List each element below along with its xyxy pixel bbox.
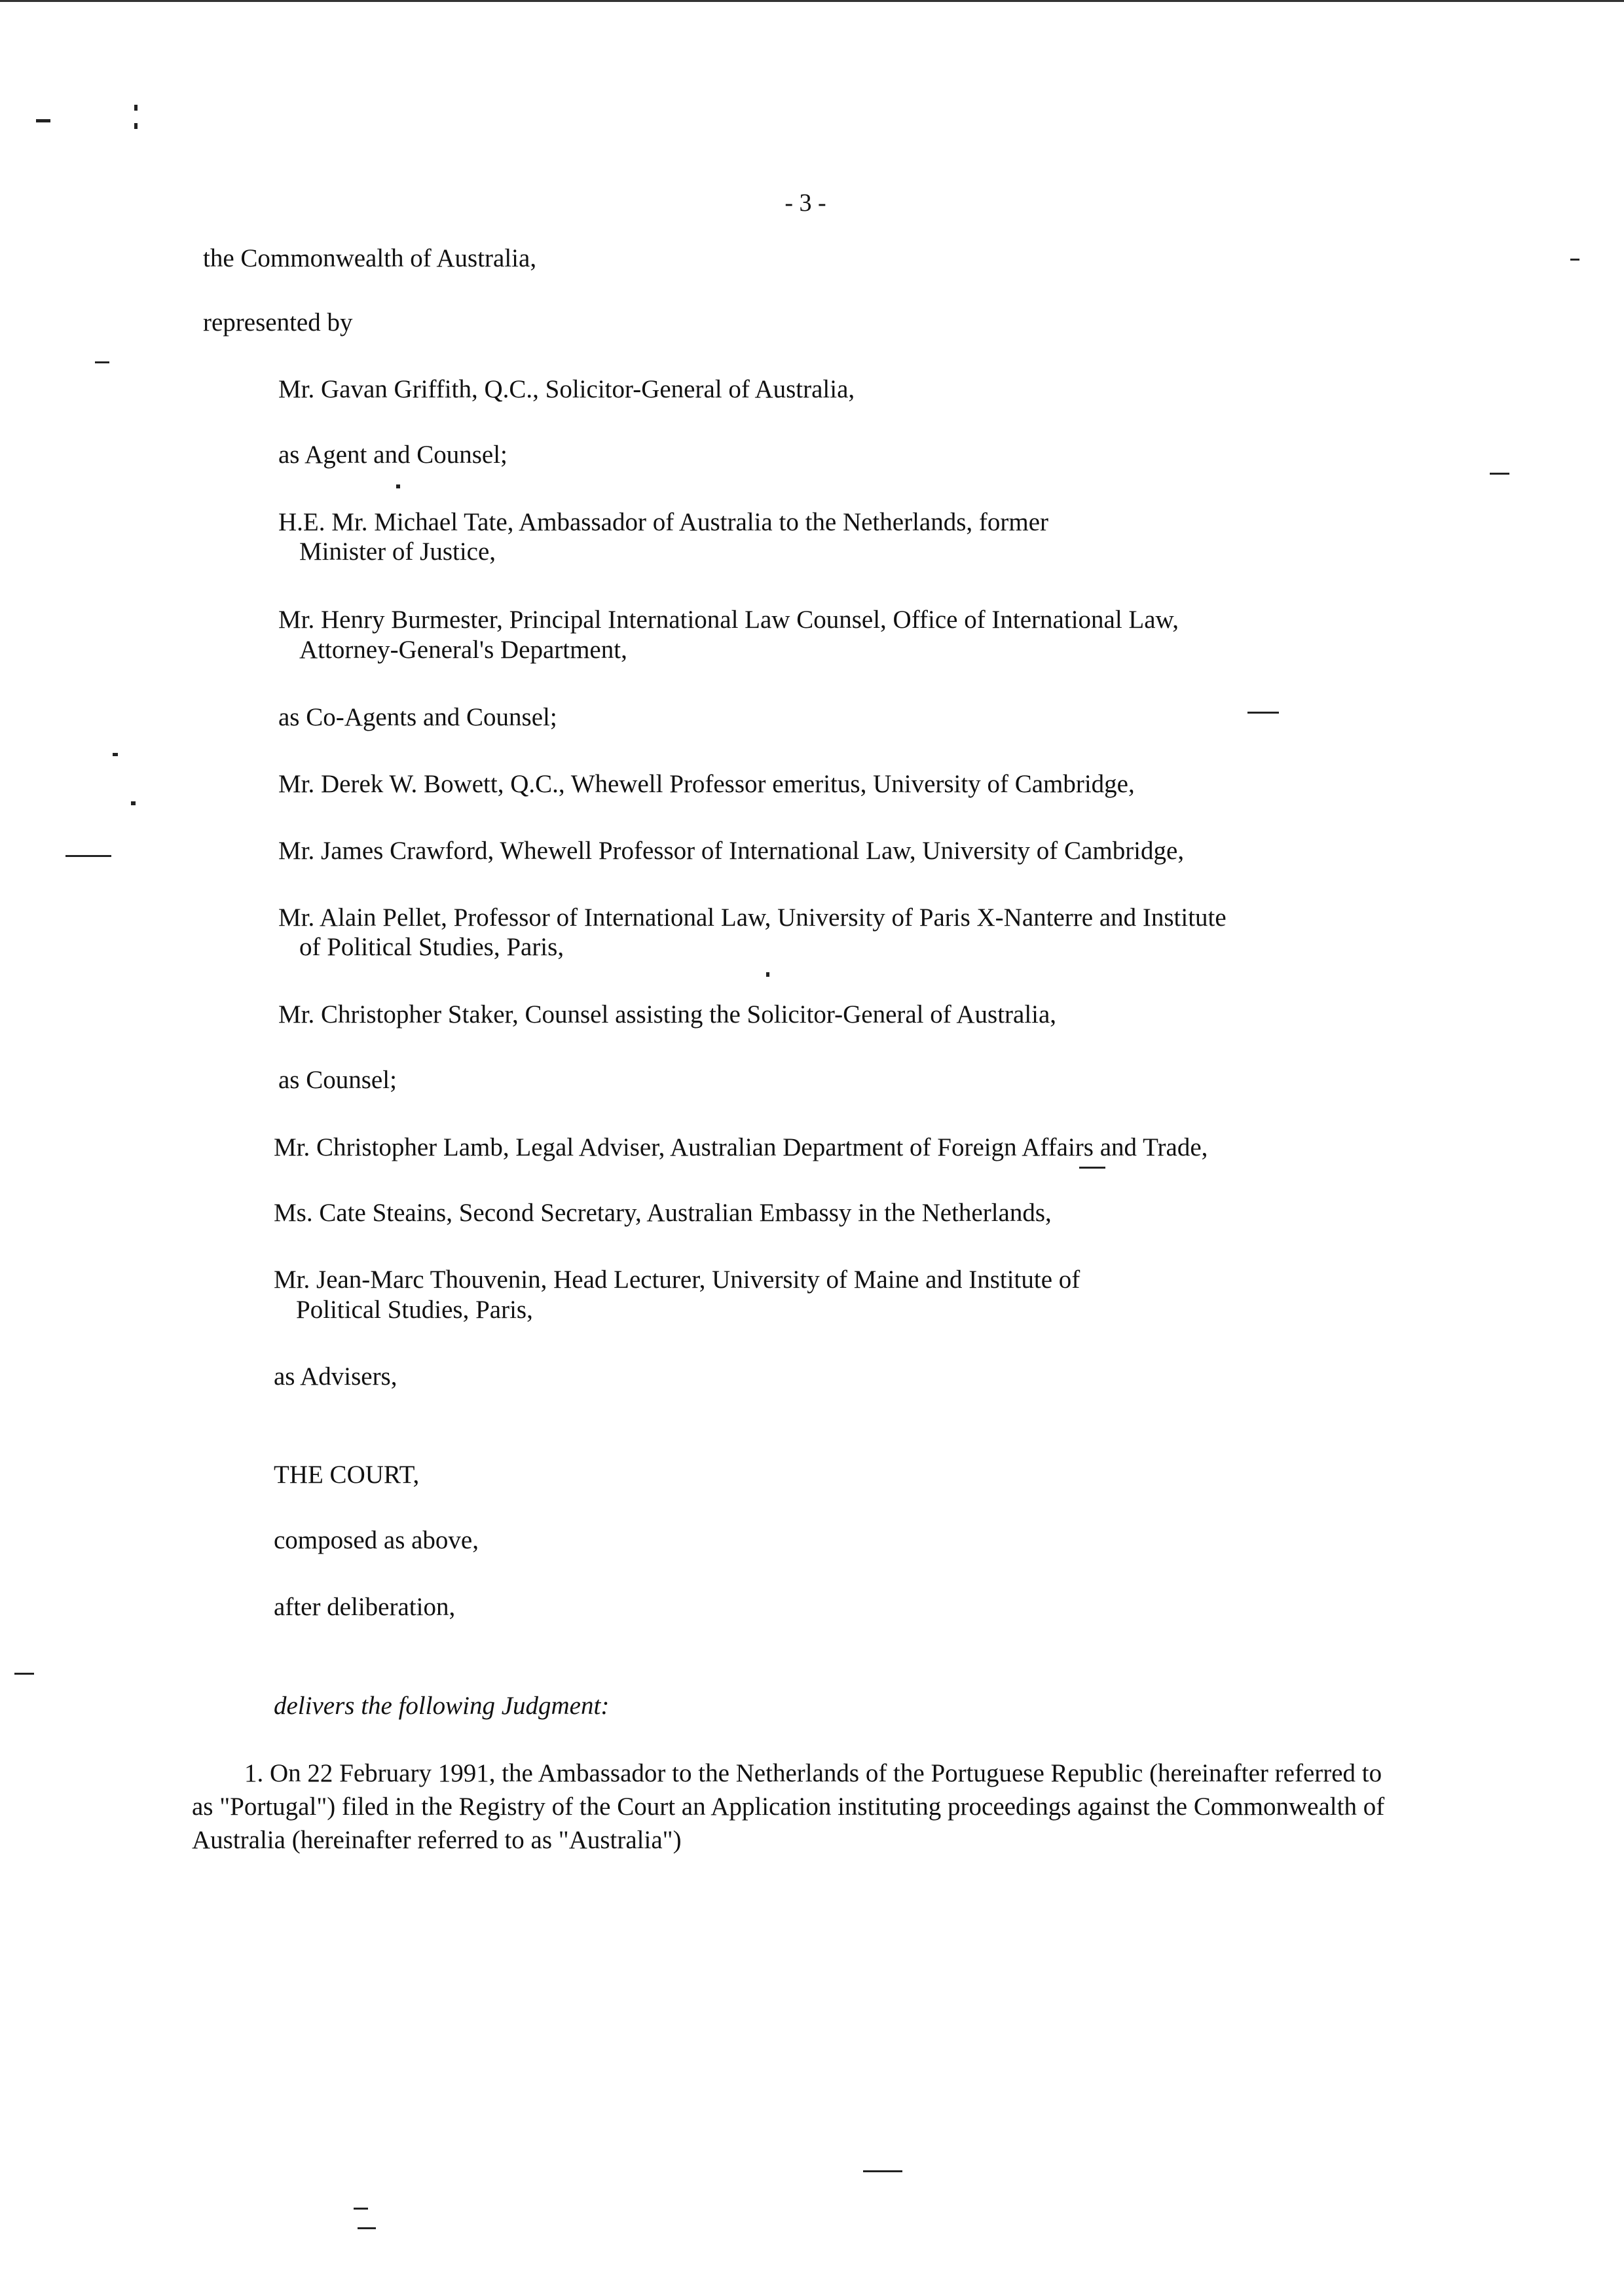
- adviser-entry: Mr. Christopher Lamb, Legal Adviser, Australian Department of Foreign Affairs and Trade,: [274, 1133, 1208, 1161]
- represented-by: represented by: [203, 308, 353, 337]
- court-heading: THE COURT,: [274, 1461, 420, 1489]
- scan-speck: [113, 753, 118, 756]
- adviser-entry-line1: Mr. Jean-Marc Thouvenin, Head Lecturer, University of Maine and Institute of: [274, 1266, 1080, 1294]
- agent-entry: Mr. Gavan Griffith, Q.C., Solicitor-General of Australia,: [278, 375, 855, 403]
- scan-speck: [1490, 473, 1509, 475]
- party-name: the Commonwealth of Australia,: [203, 244, 537, 272]
- agent-role: as Agent and Counsel;: [278, 441, 507, 469]
- counsel-entry-line2: of Political Studies, Paris,: [299, 933, 564, 961]
- co-agents-role: as Co-Agents and Counsel;: [278, 703, 557, 731]
- scan-speck: [134, 123, 138, 129]
- counsel-role: as Counsel;: [278, 1066, 397, 1094]
- scan-speck: [354, 2208, 368, 2210]
- scan-speck: [36, 119, 50, 122]
- scan-speck: [1570, 259, 1579, 261]
- scan-speck: [95, 361, 109, 363]
- scan-speck: [1247, 712, 1279, 714]
- co-agent-entry-line1: H.E. Mr. Michael Tate, Ambassador of Australia to the Netherlands, former: [278, 508, 1048, 536]
- counsel-entry: Mr. Christopher Staker, Counsel assisting the Solicitor-General of Australia,: [278, 1000, 1057, 1029]
- counsel-entry: Mr. Derek W. Bowett, Q.C., Whewell Professor emeritus, University of Cambridge,: [278, 770, 1135, 798]
- composed-line: composed as above,: [274, 1526, 479, 1554]
- counsel-entry: Mr. James Crawford, Whewell Professor of International Law, University of Cambridge,: [278, 837, 1185, 865]
- deliberation-line: after deliberation,: [274, 1593, 456, 1621]
- scan-speck: [863, 2170, 902, 2172]
- counsel-entry-line1: Mr. Alain Pellet, Professor of International Law, University of Paris X-Nanterre and Institute: [278, 903, 1227, 932]
- co-agent-entry-line2: Minister of Justice,: [299, 538, 496, 566]
- top-edge-rule: [0, 0, 1624, 2]
- scan-speck: [65, 855, 111, 857]
- scan-speck: [766, 972, 769, 977]
- paragraph-1-text: 1. On 22 February 1991, the Ambassador to the Netherlands of the Portuguese Republic (hereinafter referred to as "Portugal") filed in the Registry of the Court an Application instituting proceedings against the Commonwealth of Australia (hereinafter referred to as "Australia"): [192, 1759, 1385, 1854]
- adviser-entry-line2: Political Studies, Paris,: [296, 1296, 533, 1324]
- advisers-role: as Advisers,: [274, 1362, 397, 1391]
- page-number: - 3 -: [784, 189, 826, 217]
- scan-speck: [131, 801, 136, 805]
- delivers-judgment: delivers the following Judgment:: [274, 1692, 610, 1720]
- adviser-entry: Ms. Cate Steains, Second Secretary, Australian Embassy in the Netherlands,: [274, 1199, 1052, 1227]
- co-agent-entry-line2: Attorney-General's Department,: [299, 636, 627, 664]
- scan-speck: [134, 105, 138, 111]
- scan-speck: [358, 2227, 376, 2229]
- scan-speck: [396, 484, 400, 488]
- paragraph-1: [192, 1757, 1403, 1857]
- scan-speck: [14, 1673, 34, 1675]
- co-agent-entry-line1: Mr. Henry Burmester, Principal International Law Counsel, Office of International Law,: [278, 606, 1179, 634]
- scan-speck: [1079, 1167, 1105, 1169]
